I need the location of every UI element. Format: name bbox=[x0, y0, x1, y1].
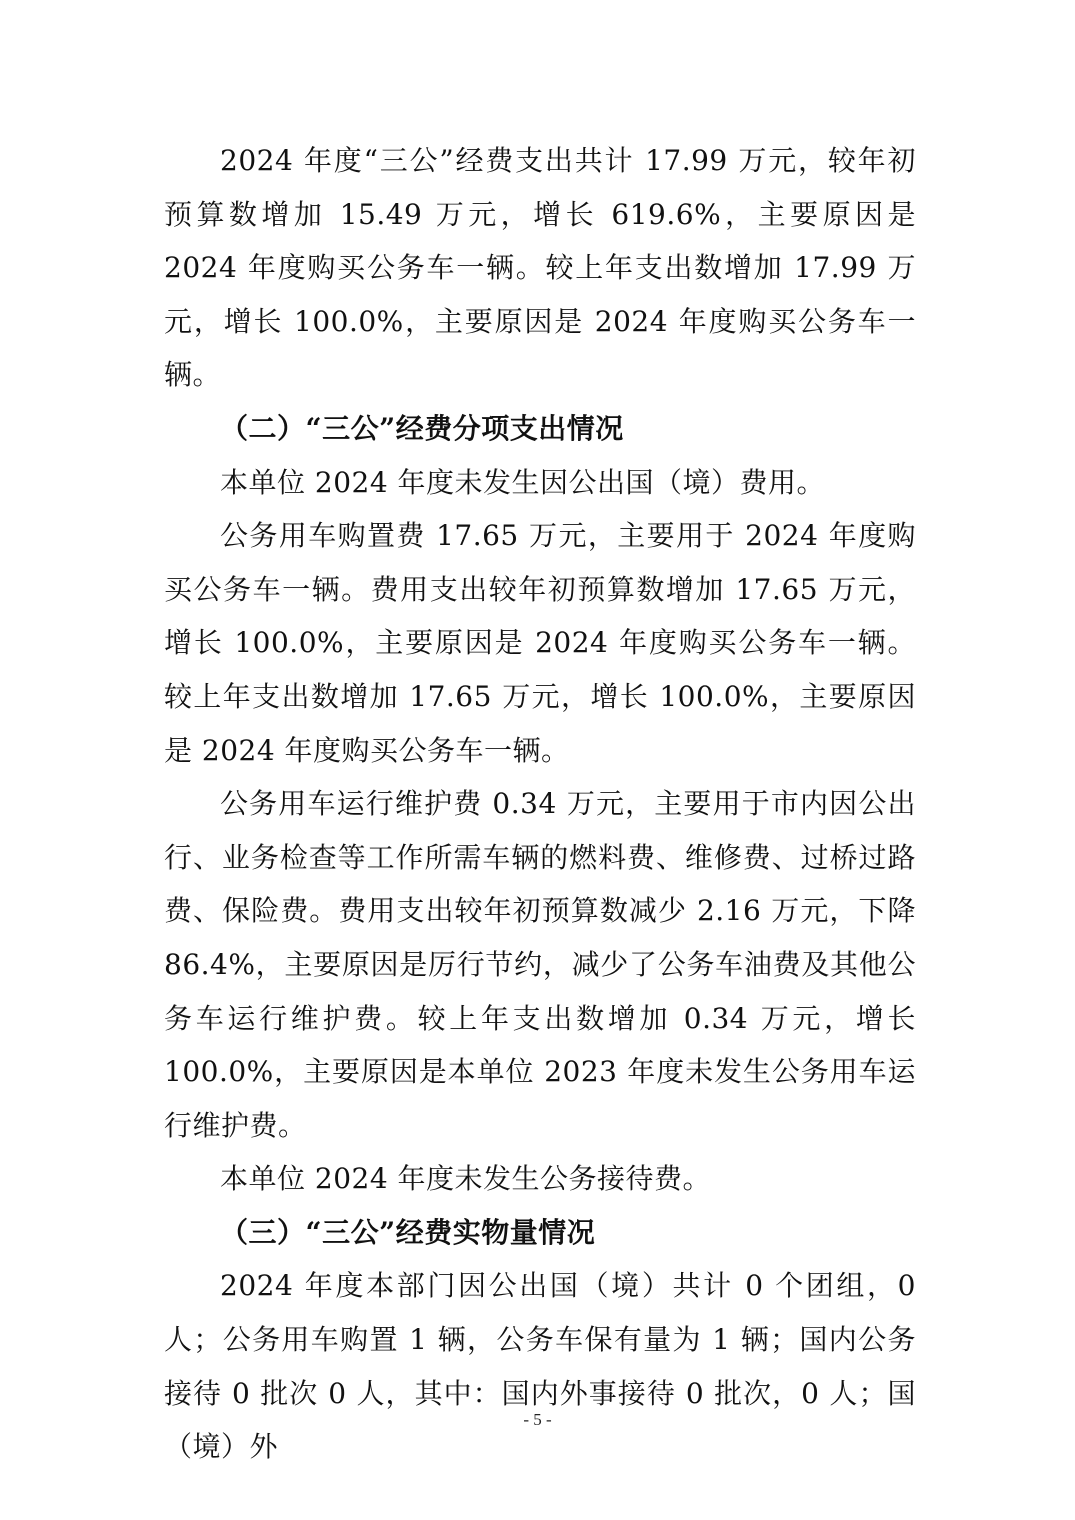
paragraph-vehicle-maintenance: 公务用车运行维护费 0.34 万元，主要用于市内因公出行、业务检查等工作所需车辆的燃料费、维修费、过桥过路费、保险费。费用支出较年初预算数减少 2.16 万元，下降 86.4%，主要原因是厉行节约，减少了公务车油费及其他公务车运行维护费。较上年支出数增加 0.34 万元，增长 100.0%，主要原因是本单位 2023 年度未发生公务用车运行维护费。 bbox=[164, 787, 916, 1142]
paragraph-overseas-travel: 本单位 2024 年度未发生因公出国（境）费用。 bbox=[220, 465, 826, 499]
section-heading-physical-quantity: （三）“三公”经费实物量情况 bbox=[220, 1215, 596, 1249]
paragraph-official-reception: 本单位 2024 年度未发生公务接待费。 bbox=[220, 1162, 712, 1196]
paragraph-total-expenditure: 2024 年度“三公”经费支出共计 17.99 万元，较年初预算数增加 15.49 万元，增长 619.6%，主要原因是 2024 年度购买公务车一辆。较上年支出数增加 17.99 万元，增长 100.0%，主要原因是 2024 年度购买公务车一辆。 bbox=[164, 144, 916, 392]
document-body bbox=[164, 134, 916, 1474]
page-number: - 5 - bbox=[523, 1410, 552, 1429]
paragraph-physical-quantity: 2024 年度本部门因公出国（境）共计 0 个团组，0 人；公务用车购置 1 辆，公务车保有量为 1 辆；国内公务接待 0 批次 0 人，其中：国内外事接待 0 批次，0 人；国（境）外 bbox=[164, 1269, 916, 1464]
paragraph-vehicle-purchase: 公务用车购置费 17.65 万元，主要用于 2024 年度购买公务车一辆。费用支出较年初预算数增加 17.65 万元，增长 100.0%，主要原因是 2024 年度购买公务车一辆。较上年支出数增加 17.65 万元，增长 100.0%，主要原因是 2024 年度购买公务车一辆。 bbox=[164, 519, 916, 767]
section-heading-itemized-expenditure: （二）“三公”经费分项支出情况 bbox=[220, 411, 624, 445]
